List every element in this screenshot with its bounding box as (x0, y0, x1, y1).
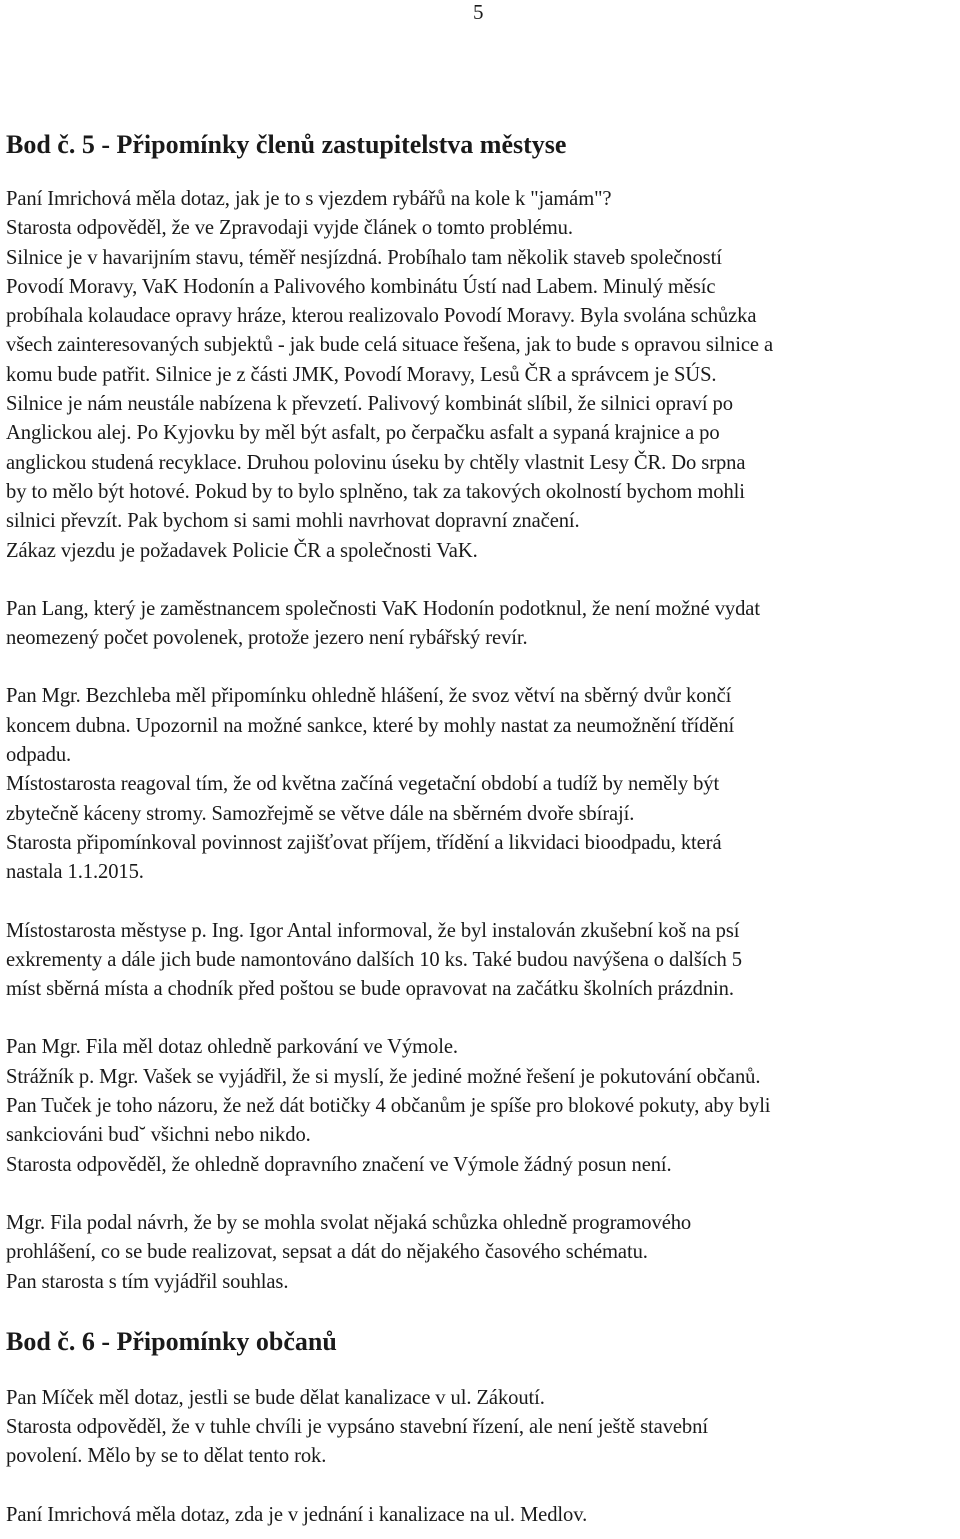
text-line: Povodí Moravy, VaK Hodonín a Palivového kombinátu Ústí nad Labem. Minulý měsíc (6, 275, 716, 298)
text-line: koncem dubna. Upozornil na možné sankce, které by mohly nastat za neumožnění třídění (6, 714, 735, 737)
document-content (6, 130, 958, 1530)
text-line: Strážník p. Mgr. Vašek se vyjádřil, že si myslí, že jediné možné řešení je pokutování občanů. (6, 1065, 761, 1088)
paragraph-sewer-zakouti (6, 1384, 958, 1472)
text-line: povolení. Mělo by se to dělat tento rok. (6, 1445, 327, 1468)
text-line: Starosta připomínkoval povinnost zajišťovat příjem, třídění a likvidaci bioodpadu, která (6, 831, 722, 854)
paragraph-fishing-permits (6, 595, 958, 654)
text-line: by to mělo být hotové. Pokud by to bylo splněno, tak za takových okolností bychom mohli (6, 480, 745, 503)
text-line: Mgr. Fila podal návrh, že by se mohla svolat nějaká schůzka ohledně programového (6, 1211, 692, 1234)
text-line: Silnice je v havarijním stavu, téměř nesjízdná. Probíhalo tam několik staveb společností (6, 246, 722, 269)
text-line: zbytečně káceny stromy. Samozřejmě se větve dále na sběrném dvoře sbírají. (6, 802, 635, 825)
text-line: Paní Imrichová měla dotaz, zda je v jednání i kanalizace na ul. Medlov. (6, 1503, 588, 1526)
text-line: Starosta odpověděl, že ve Zpravodaji vyjde článek o tomto problému. (6, 217, 573, 240)
text-line: komu bude patřit. Silnice je z části JMK, Povodí Moravy, Lesů ČR a správcem je SÚS. (6, 363, 717, 386)
text-line: všech zainteresovaných subjektů - jak bude celá situace řešena, jak to bude s opravou silnice a (6, 334, 774, 357)
paragraph-fishermen-access (6, 185, 958, 566)
paragraph-branch-collection (6, 682, 958, 887)
text-line: Anglickou alej. Po Kyjovku by měl být asfalt, po čerpačku asfalt a sypaná krajnice a po (6, 422, 720, 445)
text-line: neomezený počet povolenek, protože jezero není rybářský revír. (6, 627, 528, 650)
text-line: Pan Mgr. Bezchleba měl připomínku ohledně hlášení, že svoz větví na sběrný dvůr končí (6, 685, 732, 708)
text-line: nastala 1.1.2015. (6, 861, 144, 884)
text-line: Silnice je nám neustále nabízena k převzetí. Palivový kombinát slíbil, že silnici opraví po (6, 393, 733, 416)
paragraph-program-meeting (6, 1209, 958, 1297)
text-line: Starosta odpověděl, že v tuhle chvíli je vypsáno stavební řízení, ale není ještě stavební (6, 1416, 708, 1439)
text-line: Pan Tuček je toho názoru, že než dát botičky 4 občanům je spíše pro blokové pokuty, aby byli (6, 1095, 771, 1118)
text-line: Paní Imrichová měla dotaz, jak je to s vjezdem rybářů na kole k "jamám"? (6, 188, 612, 210)
section-heading-6: Bod č. 6 - Připomínky občanů (6, 1326, 337, 1356)
text-line: Zákaz vjezdu je požadavek Policie ČR a společnosti VaK. (6, 539, 478, 562)
paragraph-dog-waste-bins (6, 917, 958, 1005)
text-line: probíhala kolaudace opravy hráze, kterou realizovalo Povodí Moravy. Byla svolána schůzka (6, 305, 757, 328)
text-line: míst sběrná místa a chodník před poštou se bude opravovat na začátku školních prázdnin. (6, 978, 734, 1001)
paragraph-sewer-medlov (6, 1501, 958, 1530)
text-line: Pan Lang, který je zaměstnancem společnosti VaK Hodonín podotknul, že není možné vydat (6, 597, 760, 620)
text-line: anglickou studená recyklace. Druhou polovinu úseku by chtěly vlastnit Lesy ČR. Do srpna (6, 451, 746, 474)
section-heading-5: Bod č. 5 - Připomínky členů zastupitelstva městyse (6, 130, 567, 159)
text-line: prohlášení, co se bude realizovat, sepsat a dát do nějakého časového schématu. (6, 1241, 648, 1264)
page-number: 5 (473, 0, 484, 24)
text-line: sankciováni bud˘ všichni nebo nikdo. (6, 1124, 311, 1147)
text-line: Pan starosta s tím vyjádřil souhlas. (6, 1270, 289, 1293)
text-line: odpadu. (6, 744, 72, 767)
text-line: Místostarosta městyse p. Ing. Igor Antal informoval, že byl instalován zkušební koš na psí (6, 919, 740, 942)
text-line: Místostarosta reagoval tím, že od května začíná vegetační období a tudíž by neměly být (6, 773, 720, 796)
text-line: exkrementy a dále jich bude namontováno dalších 10 ks. Také budou navýšena o dalších 5 (6, 948, 742, 971)
text-line: Starosta odpověděl, že ohledně dopravního značení ve Výmole žádný posun není. (6, 1153, 672, 1176)
text-line: Pan Míček měl dotaz, jestli se bude dělat kanalizace v ul. Zákoutí. (6, 1386, 545, 1409)
text-line: silnici převzít. Pak bychom si sami mohli navrhovat dopravní značení. (6, 510, 580, 533)
paragraph-parking-vymol (6, 1033, 958, 1179)
text-line: Pan Mgr. Fila měl dotaz ohledně parkování ve Výmole. (6, 1036, 458, 1059)
